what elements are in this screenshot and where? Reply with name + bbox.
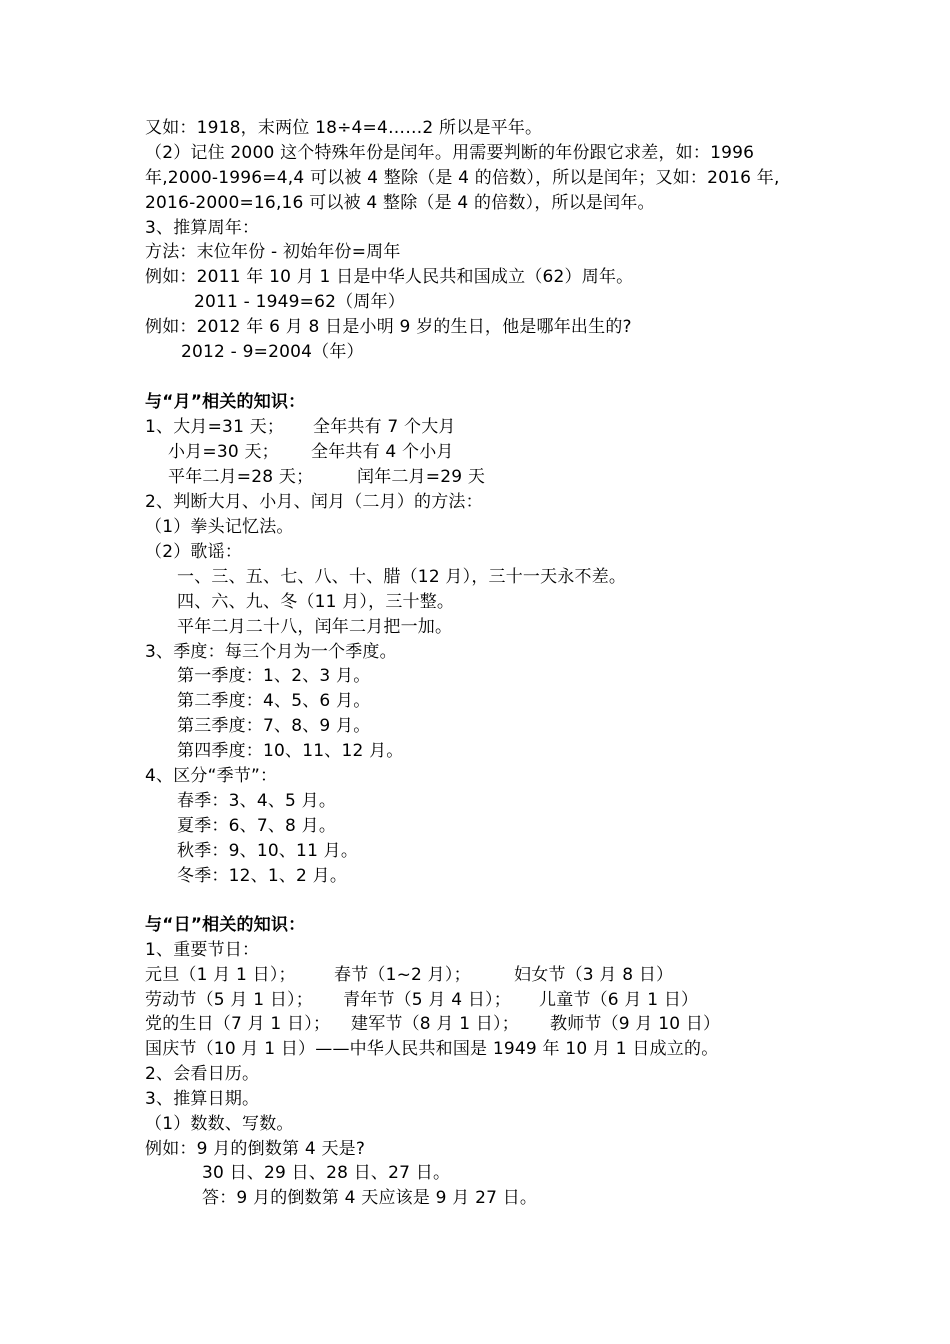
text-line: 第二季度：4、5、6 月。 (177, 691, 371, 711)
holiday-row (145, 963, 673, 987)
text-line: 30 日、29 日、28 日、27 日。 (202, 1163, 451, 1183)
feb-common: 平年二月=28 天； (168, 467, 314, 487)
text-line (168, 465, 485, 489)
small-month-text: 小月=30 天； (168, 442, 279, 462)
holiday: 元旦（1 月 1 日）； (145, 965, 296, 985)
text-line: 3、推算日期。 (145, 1089, 260, 1109)
holiday: 建军节（8 月 1 日）； (351, 1014, 519, 1034)
text-line (168, 440, 454, 464)
text-line: 四、六、九、冬（11 月），三十整。 (177, 592, 455, 612)
big-month-text: 1、大月=31 天； (145, 417, 285, 437)
section-heading-day: 与“日”相关的知识： (145, 915, 306, 935)
text-line: （2）记住 2000 这个特殊年份是闰年。用需要判断的年份跟它求差，如：1996 (145, 143, 755, 163)
text-line: 4、区分“季节”： (145, 766, 278, 786)
holiday: 妇女节（3 月 8 日） (514, 965, 674, 985)
text-line: 2、会看日历。 (145, 1064, 260, 1084)
text-line: 3、推算周年： (145, 218, 260, 238)
section-heading-month: 与“月”相关的知识： (145, 392, 306, 412)
text-line: 第一季度：1、2、3 月。 (177, 666, 371, 686)
text-line: 例如：2011 年 10 月 1 日是中华人民共和国成立（62）周年。 (145, 267, 634, 287)
holiday: 春节（1~2 月）； (334, 965, 471, 985)
text-line: 年,2000-1996=4,4 可以被 4 整除（是 4 的倍数），所以是闰年；又如：2016 年, (145, 168, 780, 188)
holiday-row (145, 988, 698, 1012)
holiday: 青年节（5 月 4 日）； (343, 990, 511, 1010)
text-line: （2）歌谣： (145, 542, 243, 562)
feb-leap: 闰年二月=29 天 (357, 467, 486, 487)
text-line: 夏季：6、7、8 月。 (177, 816, 337, 836)
big-month-count: 全年共有 7 个大月 (313, 417, 456, 437)
holiday: 劳动节（5 月 1 日）； (145, 990, 313, 1010)
text-line: 平年二月二十八，闰年二月把一加。 (177, 617, 453, 637)
text-line: 第三季度：7、8、9 月。 (177, 716, 371, 736)
text-line: 方法：末位年份 - 初始年份=周年 (145, 242, 401, 262)
holiday: 儿童节（6 月 1 日） (539, 990, 699, 1010)
text-line: 一、三、五、七、八、十、腊（12 月），三十一天永不差。 (177, 567, 627, 587)
holiday: 党的生日（7 月 1 日）； (145, 1014, 331, 1034)
text-line: 1、重要节日： (145, 940, 260, 960)
holiday: 教师节（9 月 10 日） (550, 1014, 721, 1034)
text-line: 例如：9 月的倒数第 4 天是? (145, 1139, 366, 1159)
text-line: 国庆节（10 月 1 日）——中华人民共和国是 1949 年 10 月 1 日成立的。 (145, 1039, 719, 1059)
text-line: 2、判断大月、小月、闰月（二月）的方法： (145, 492, 483, 512)
text-line (145, 415, 456, 439)
text-line: 2016-2000=16,16 可以被 4 整除（是 4 的倍数），所以是闰年。 (145, 193, 655, 213)
text-line: 例如：2012 年 6 月 8 日是小明 9 岁的生日，他是哪年出生的? (145, 317, 632, 337)
text-line: 2012 - 9=2004（年） (181, 342, 364, 362)
text-line: 秋季：9、10、11 月。 (177, 841, 359, 861)
text-line: 2011 - 1949=62（周年） (194, 292, 405, 312)
text-line: 第四季度：10、11、12 月。 (177, 741, 404, 761)
text-line: 春季：3、4、5 月。 (177, 791, 337, 811)
text-line: 3、季度：每三个月为一个季度。 (145, 642, 397, 662)
text-line: 又如：1918，末两位 18÷4=4……2 所以是平年。 (145, 118, 543, 138)
text-line: 答：9 月的倒数第 4 天应该是 9 月 27 日。 (202, 1188, 538, 1208)
text-line: （1）数数、写数。 (145, 1114, 294, 1134)
small-month-count: 全年共有 4 个小月 (311, 442, 454, 462)
holiday-row (145, 1012, 720, 1036)
text-line: （1）拳头记忆法。 (145, 517, 294, 537)
text-line: 冬季：12、1、2 月。 (177, 866, 348, 886)
